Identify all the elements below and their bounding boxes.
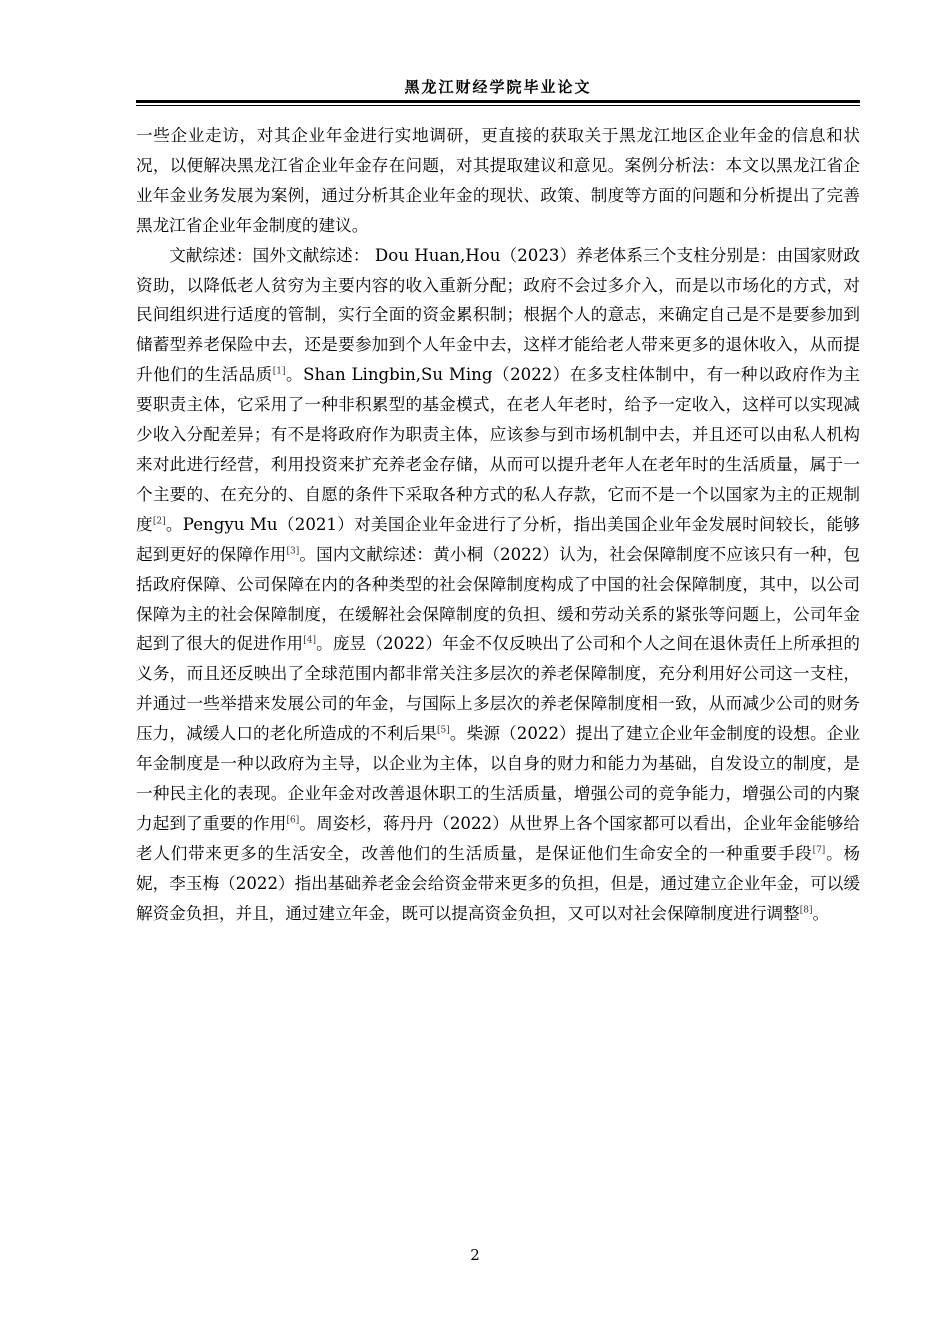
paragraph-text: 。 (812, 903, 830, 923)
citation-marker: [8] (799, 905, 813, 916)
citation-marker: [6] (286, 815, 300, 826)
header-rule-thick (136, 100, 860, 103)
paragraph-text: 。周姿杉，蒋丹丹（2022）从世界上各个国家都可以看出，企业年金能够给老人们带来更多的生活安全，改善他们的生活质量，是保证他们生命安全的一种重要手段 (136, 813, 860, 863)
paragraph-text: 。庞昱（2022）年金不仅反映出了公司和个人之间在退休责任上所承担的义务，而且还反映出了全球范围内都非常关注多层次的养老保障制度，充分利用好公司这一支柱，并通过一些举措来发展公司的年金，与国际上多层次的养老保障制度相一致，从而减少公司的财务压力，减缓人口的老化所造成的不利后果 (136, 634, 861, 744)
page-header (136, 76, 860, 106)
citation-marker: [3] (286, 546, 300, 557)
paragraph (136, 121, 860, 241)
paragraph-text: 。Shan Lingbin,Su Ming（2022）在多支柱体制中，有一种以政府作为主要职责主体，它采用了一种非积累型的基金模式，在老人年老时，给予一定收入，这样可以实现减少收入分配差异；有不是将政府作为职责主体，应该参与到市场机制中去，并且还可以由私人机构来对此进行经营，利用投资来扩充养老金存储，从而可以提升老年人在老年时的生活质量，属于一个主要的、在充分的、自愿的条件下采取各种方式的私人存款，它而不是一个以国家为主的正规制度 (136, 365, 861, 534)
paragraph-text: 文献综述：国外文献综述： Dou Huan,Hou（2023）养老体系三个支柱分别是：由国家财政资助，以降低老人贫穷为主要内容的收入重新分配；政府不会过多介入，而是以市场化的方式，对民间组织进行适度的管制，实行全面的资金累积制；根据个人的意志，来确定自己是不是要参加到储蓄型养老保险中去，还是要参加到个人年金中去，这样才能给老人带来更多的退休收入，从而提升他们的生活品质 (136, 245, 860, 385)
citation-marker: [2] (152, 516, 166, 527)
citation-marker: [7] (812, 845, 826, 856)
citation-marker: [5] (437, 725, 450, 736)
paragraph (136, 241, 860, 929)
citation-marker: [1] (272, 366, 286, 377)
paragraph-text: 。杨妮，李玉梅（2022）指出基础养老金会给资金带来更多的负担，但是，通过建立企业年金，可以缓解资金负担，并且，通过建立年金，既可以提高资金负担，又可以对社会保障制度进行调整 (136, 843, 861, 923)
paragraph-text: 。Pengyu Mu（2021）对美国企业年金进行了分析，指出美国企业年金发展时间较长，能够起到更好的保障作用 (136, 514, 860, 564)
citation-marker: [4] (303, 635, 316, 646)
paragraph-text: 。国内文献综述：黄小桐（2022）认为，社会保障制度不应该只有一种，包括政府保障、公司保障在内的各种类型的社会保障制度构成了中国的社会保障制度，其中，以公司保障为主的社会保障制度，在缓解社会保障制度的负担、缓和劳动关系的紧张等问题上，公司年金起到了很大的促进作用 (136, 544, 860, 654)
page-number: 2 (470, 1246, 480, 1264)
header-rule-thin (136, 105, 860, 106)
paragraph-text: 。柴源（2022）提出了建立企业年金制度的设想。企业年金制度是一种以政府为主导，以企业为主体，以自身的财力和能力为基础，自发设立的制度，是一种民主化的表现。企业年金对改善退休职工的生活质量，增强公司的竞争能力，增强公司的内聚力起到了重要的作用 (136, 724, 860, 833)
paragraph-text: 一些企业走访，对其企业年金进行实地调研，更直接的获取关于黑龙江地区企业年金的信息和状况，以便解决黑龙江省企业年金存在问题，对其提取建议和意见。案例分析法：本文以黑龙江省企业年金业务发展为案例，通过分析其企业年金的现状、政策、制度等方面的问题和分析提出了完善黑龙江省企业年金制度的建议。 (136, 126, 860, 235)
header-title: 黑龙江财经学院毕业论文 (404, 78, 592, 96)
body-text (136, 121, 860, 928)
